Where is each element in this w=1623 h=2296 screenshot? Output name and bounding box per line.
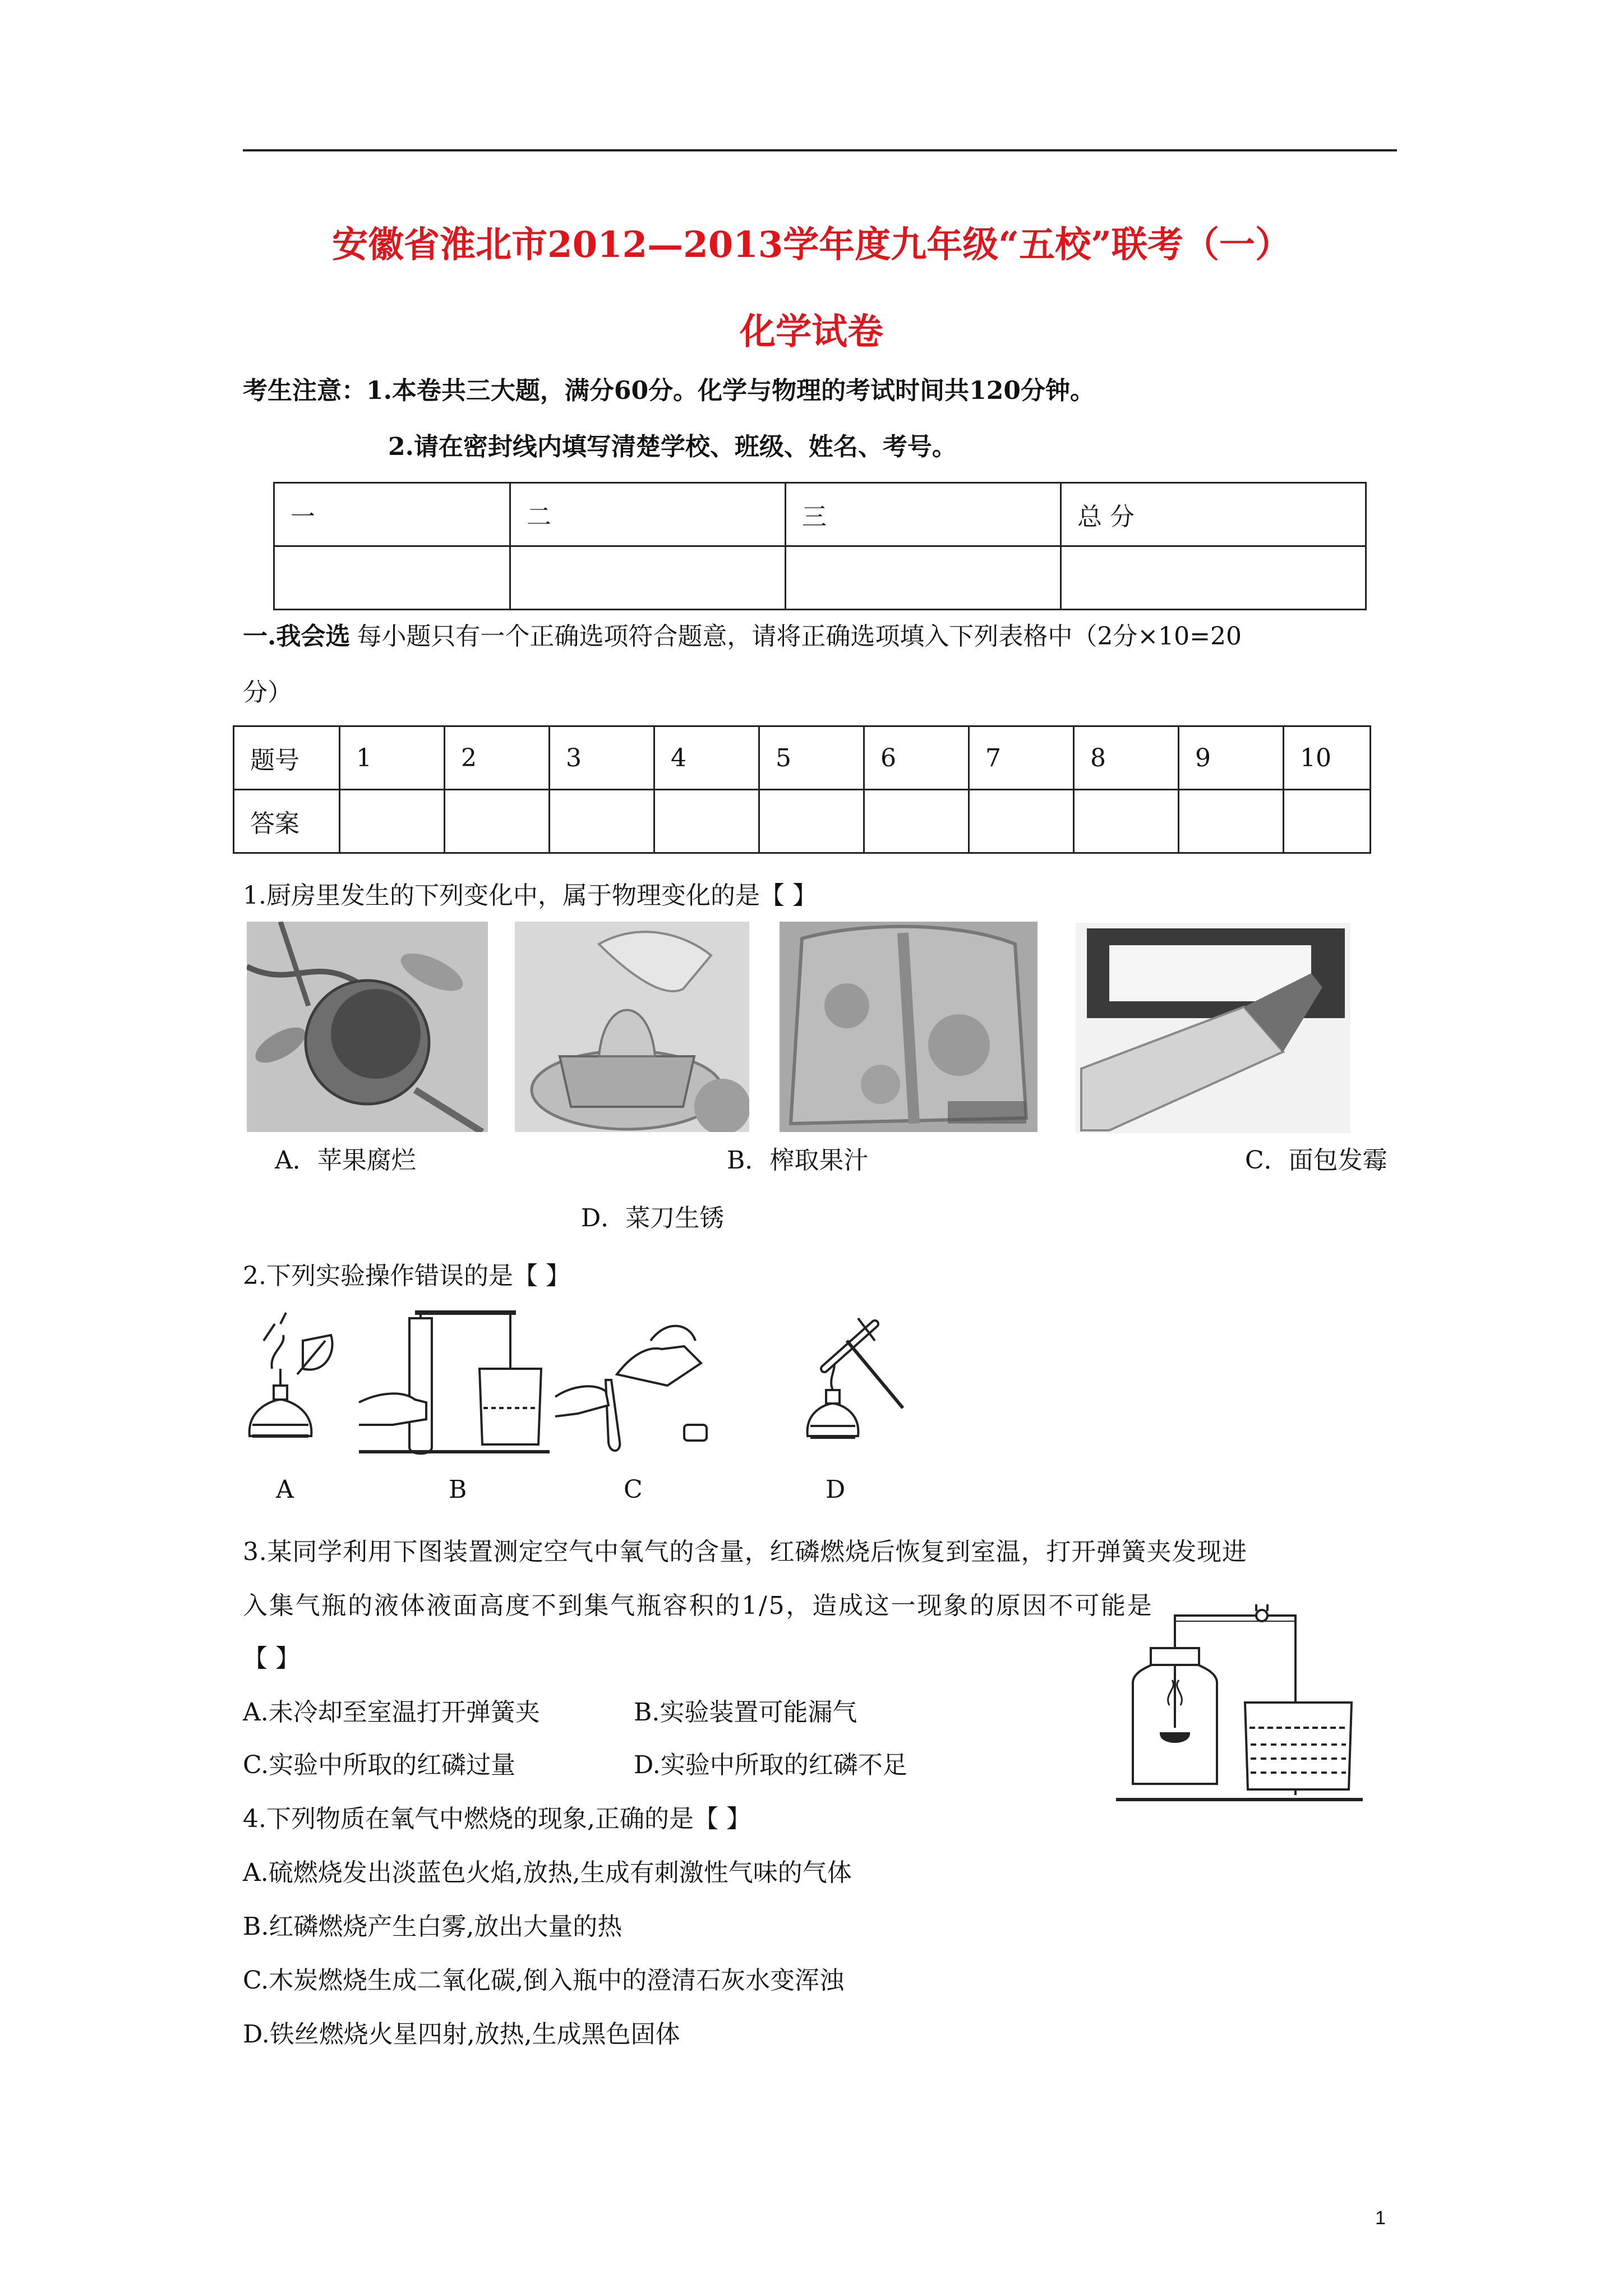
answer-cell[interactable]: [654, 790, 759, 853]
alcohol-lamp-lighting-icon: [250, 1313, 333, 1436]
answer-table: [233, 725, 1371, 854]
q4-option-a[interactable]: A.硫燃烧发出淡蓝色火焰,放热,生成有刺激性气味的气体: [243, 1858, 852, 1887]
q3-stem-line-3: 【 】: [243, 1644, 300, 1673]
q3-option-d[interactable]: D.实验中所取的红磷不足: [634, 1751, 907, 1779]
answer-number: 8: [1074, 726, 1179, 790]
juicer-photo: [515, 922, 749, 1132]
page-number: 1: [1375, 2207, 1386, 2229]
notice-line-1: 考生注意：1.本卷共三大题，满分60分。化学与物理的考试时间共120分钟。: [243, 376, 1095, 405]
q3-stem-line-2: 入集气瓶的液体液面高度不到集气瓶容积的1/5，造成这一现象的原因不可能是: [243, 1591, 1154, 1620]
answer-number: 6: [864, 726, 969, 790]
answer-number: 4: [654, 726, 759, 790]
q4-stem: 4.下列物质在氧气中燃烧的现象,正确的是【 】: [243, 1805, 751, 1833]
q2-label-b: B: [449, 1475, 467, 1504]
answer-cell[interactable]: [864, 790, 969, 853]
answer-number: 3: [550, 726, 654, 790]
q4-option-b[interactable]: B.红磷燃烧产生白雾,放出大量的热: [243, 1912, 623, 1941]
section-1-heading: [243, 616, 1242, 652]
q2-label-a: A: [276, 1475, 294, 1504]
answer-number: 10: [1284, 726, 1371, 790]
answer-cell[interactable]: [340, 790, 445, 853]
answer-cell[interactable]: [445, 790, 550, 853]
section-1-label: 一.我会选: [243, 622, 351, 651]
exam-title: 安徽省淮北市2012—2013学年度九年级“五校”联考（一）: [332, 224, 1291, 266]
q1-option-b[interactable]: B．榨取果汁: [727, 1146, 869, 1175]
oxygen-measurement-apparatus-icon: [1116, 1604, 1363, 1806]
section-1-text: 每小题只有一个正确选项符合题意，请将正确选项填入下列表格中（2分×10=20: [357, 622, 1242, 651]
score-header-3: 三: [786, 483, 1061, 546]
q3-option-b[interactable]: B.实验装置可能漏气: [634, 1698, 857, 1727]
score-header-1: 一: [274, 483, 510, 546]
answer-cell[interactable]: [550, 790, 654, 853]
section-1-text-cont: 分）: [243, 678, 292, 707]
rusty-knife-photo: [1076, 923, 1350, 1133]
answer-cell[interactable]: [1074, 790, 1179, 853]
answer-number: 2: [445, 726, 550, 790]
score-cell-2[interactable]: [510, 546, 786, 610]
q2-figures: [241, 1307, 948, 1458]
q1-option-c[interactable]: C．面包发霉: [1245, 1146, 1387, 1175]
answer-cell[interactable]: [1179, 790, 1284, 853]
q1-stem: 1.厨房里发生的下列变化中，属于物理变化的是【 】: [243, 881, 817, 910]
answer-cell[interactable]: [969, 790, 1074, 853]
exam-subtitle: 化学试卷: [740, 311, 883, 353]
q3-stem-line-1: 3.某同学利用下图装置测定空气中氧气的含量，红磷燃烧后恢复到室温，打开弹簧夹发现进: [243, 1538, 1247, 1566]
q2-label-d: D: [826, 1475, 846, 1504]
score-cell-total[interactable]: [1061, 546, 1366, 610]
q3-option-a[interactable]: A.未冷却至室温打开弹簧夹: [243, 1698, 540, 1727]
rotten-apple-photo: [247, 922, 488, 1132]
answer-number: 1: [340, 726, 445, 790]
answer-number: 9: [1179, 726, 1284, 790]
airtightness-check-icon: [359, 1313, 550, 1453]
answer-cell[interactable]: [759, 790, 864, 853]
answer-row-label-answer: 答案: [234, 790, 340, 853]
pouring-liquid-icon: [555, 1326, 707, 1451]
answer-row-label-number: 题号: [234, 726, 340, 790]
q2-label-c: C: [624, 1475, 643, 1504]
moldy-bread-photo: [780, 922, 1038, 1132]
q1-option-a[interactable]: A．苹果腐烂: [275, 1146, 416, 1175]
q3-option-c[interactable]: C.实验中所取的红磷过量: [243, 1751, 516, 1779]
score-header-2: 二: [510, 483, 786, 546]
q2-stem: 2.下列实验操作错误的是【 】: [243, 1262, 570, 1290]
q4-option-c[interactable]: C.木炭燃烧生成二氧化碳,倒入瓶中的澄清石灰水变浑浊: [243, 1966, 845, 1995]
heating-tube-icon: [808, 1318, 903, 1437]
answer-number: 7: [969, 726, 1074, 790]
answer-number: 5: [759, 726, 864, 790]
score-table: [273, 482, 1367, 610]
answer-cell[interactable]: [1284, 790, 1371, 853]
q1-option-d[interactable]: D．菜刀生锈: [581, 1204, 725, 1232]
notice-line-2: 2.请在密封线内填写清楚学校、班级、姓名、考号。: [388, 432, 957, 461]
q4-option-d[interactable]: D.铁丝燃烧火星四射,放热,生成黑色固体: [243, 2020, 680, 2049]
header-rule: [243, 149, 1397, 151]
score-cell-1[interactable]: [274, 546, 510, 610]
score-cell-3[interactable]: [786, 546, 1061, 610]
score-header-total: 总 分: [1061, 483, 1366, 546]
